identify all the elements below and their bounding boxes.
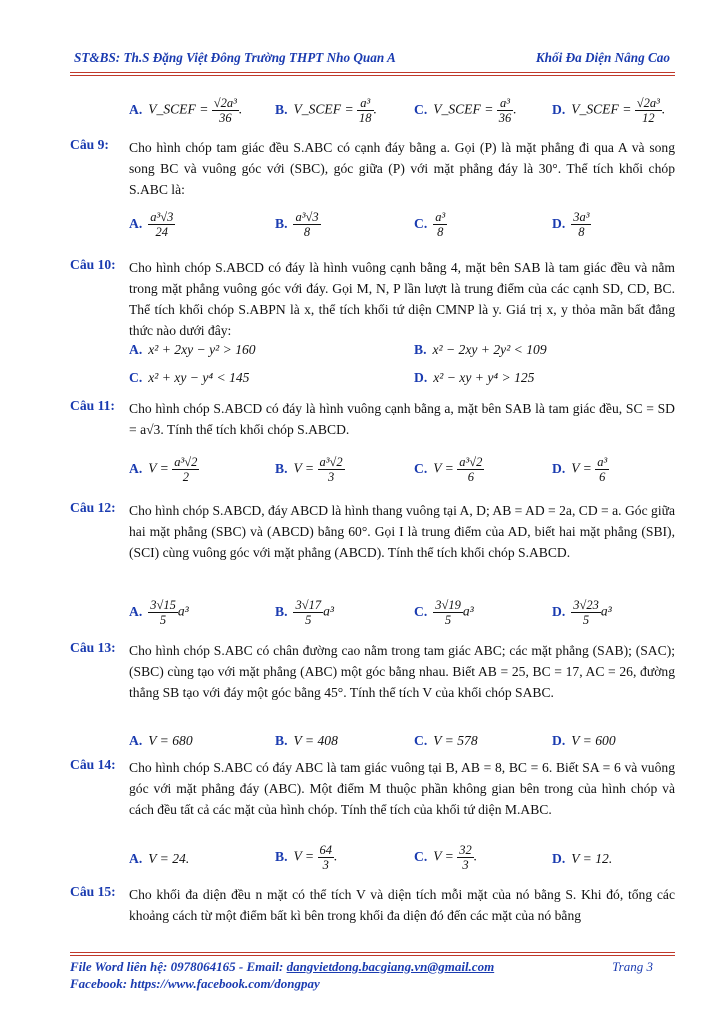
page-footer <box>70 958 675 992</box>
option-b: B. V_SCEF = $\frac{\text{a³}}{18}$ . <box>275 96 377 125</box>
option-b: B. $\frac{\text{a³√3}}{8}$ <box>275 210 319 239</box>
question-text: Cho hình chóp S.ABC có chân đường cao nằm trong tam giác ABC; các mặt phẳng (SAB); (SAC); (SBC) cùng tạo với mặt phẳng (ABC) một góc bằng nhau. Biết AB = 25, BC = 17, AC = 26, đường thẳng SB tạo với đáy một góc bằng 45°. Tính thể tích V của khối chóp SABC. <box>129 643 675 700</box>
question-12-options <box>129 598 675 638</box>
question-15 <box>70 884 675 926</box>
footer-contact: File Word liên hệ: 0978064165 - Email: dangvietdong.bacgiang.vn@gmail.com <box>70 959 495 974</box>
page-header <box>74 50 670 66</box>
question-12 <box>70 500 675 563</box>
option-a: A. V = 680 <box>129 733 193 748</box>
option-d: D. V = 600 <box>552 733 616 748</box>
question-text: Cho khối đa diện đều n mặt có thể tích V và diện tích mỗi mặt của nó bằng S. Khi đó, tổng các khoảng cách từ một điểm bất kì bên trong khối đa diện đó đến các mặt của nó bằng <box>129 887 675 923</box>
question-13-options <box>129 733 675 755</box>
question-text: Cho hình chóp S.ABCD có đáy là hình vuông cạnh bằng 4, mặt bên SAB là tam giác đều và nằm trong mặt phẳng vuông góc với đáy. Gọi M, N, P lần lượt là trung điểm của các cạnh SD, CD, BC. Thể tích khối chóp S.ABPN là x, thể tích khối tứ diện CMNP là y. Giá trị x, y thỏa mãn bất đẳng thức nào dưới đây: <box>129 260 675 338</box>
option-d: D. V = $\frac{\text{a³}}{6}$ <box>552 455 608 484</box>
option-d: D. V_SCEF = $\frac{\text{√2a³}}{12}$ . <box>552 96 666 125</box>
question-14-options <box>129 843 675 883</box>
header-topic: Khối Đa Diện Nâng Cao <box>535 50 670 65</box>
option-d: D. V = 12. <box>552 851 613 866</box>
option-a: A. V = $\frac{\text{a³√2}}{2}$ <box>129 455 198 484</box>
question-text: Cho hình chóp S.ABCD có đáy là hình vuông cạnh bằng a, mặt bên SAB là tam giác đều, SC = SD = a√3. Tính thể tích khối chóp S.ABCD. <box>129 401 675 437</box>
option-a: A. V_SCEF = $\frac{\text{√2a³}}{36}$ . <box>129 96 243 125</box>
question-9-options <box>129 210 675 250</box>
option-c: C. $\frac{\text{a³}}{8}$ <box>414 210 446 239</box>
option-c: C. V = $\frac{32}{3}$ . <box>414 843 478 872</box>
question-11 <box>70 398 675 440</box>
question-label: Câu 12: <box>70 500 116 515</box>
question-label: Câu 14: <box>70 757 116 772</box>
question-text: Cho hình chóp tam giác đều S.ABC có cạnh đáy bằng a. Gọi (P) là mặt phẳng đi qua A và song song BC và vuông góc với (SBC), góc giữa (P) với mặt phẳng đáy là 30°. Thể tích khối chóp S.ABC là: <box>129 140 675 197</box>
question-10 <box>70 257 675 341</box>
option-b: B. $\frac{3√17}{5}$ a³ <box>275 598 334 627</box>
facebook-link[interactable]: Facebook: https://www.facebook.com/dongpay <box>70 976 320 991</box>
option-d: D. $\frac{\text{3a³}}{8}$ <box>552 210 590 239</box>
prev-options <box>129 90 675 130</box>
footer-rule-thin <box>70 955 675 956</box>
option-b: B. V = $\frac{\text{a³√2}}{3}$ <box>275 455 343 484</box>
question-label: Câu 9: <box>70 137 109 152</box>
header-author: ST&BS: Th.S Đặng Việt Đông Trường THPT Nho Quan A <box>74 50 396 65</box>
option-a: A. $\frac{3√15}{5}$ a³ <box>129 598 189 627</box>
question-14 <box>70 757 675 820</box>
option-a: A. $\frac{\text{a³√3}}{24}$ <box>129 210 174 239</box>
option-b: B. V = $\frac{64}{3}$ . <box>275 843 338 872</box>
question-label: Câu 15: <box>70 884 116 899</box>
option-d: D. x² − xy + y⁴ > 125 <box>414 370 535 385</box>
question-label: Câu 10: <box>70 257 116 272</box>
header-rule <box>70 72 675 73</box>
question-label: Câu 13: <box>70 640 116 655</box>
option-d: D. $\frac{3√23}{5}$ a³ <box>552 598 612 627</box>
question-text: Cho hình chóp S.ABCD, đáy ABCD là hình thang vuông tại A, D; AB = AD = 2a, CD = a. Góc giữa hai mặt phẳng (SBC) và (ABCD) bằng 60°. Gọi I là trung điểm của AD, biết hai mặt phẳng (SBI), (SCI) cùng vuông góc với mặt phẳng (ABCD). Tính thể tích khối chóp S.ABCD. <box>129 503 675 560</box>
option-c: C. $\frac{3√19}{5}$ a³ <box>414 598 474 627</box>
question-9 <box>70 137 675 200</box>
option-c: C. V_SCEF = $\frac{\text{a³}}{36}$ . <box>414 96 517 125</box>
option-b: B. x² − 2xy + 2y² < 109 <box>414 342 547 357</box>
option-c: C. x² + xy − y⁴ < 145 <box>129 370 250 385</box>
question-13 <box>70 640 675 703</box>
question-label: Câu 11: <box>70 398 115 413</box>
email-link[interactable]: dangvietdong.bacgiang.vn@gmail.com <box>286 959 495 974</box>
header-rule-thin <box>70 75 675 76</box>
question-10-options <box>129 342 675 392</box>
option-c: C. V = 578 <box>414 733 478 748</box>
page-number: Trang 3 <box>612 959 653 974</box>
option-a: A. V = 24. <box>129 851 190 866</box>
option-a: A. x² + 2xy − y² > 160 <box>129 342 256 357</box>
option-c: C. V = $\frac{\text{a³√2}}{6}$ <box>414 455 483 484</box>
question-11-options <box>129 455 675 495</box>
footer-rule <box>70 952 675 953</box>
option-b: B. V = 408 <box>275 733 338 748</box>
question-text: Cho hình chóp S.ABC có đáy ABC là tam giác vuông tại B, AB = 8, BC = 6. Biết SA = 6 và vuông góc với mặt phẳng đáy (ABC). Một điểm M thuộc phần không gian bên trong của hình chóp và cách đều tất cả các mặt của hình chóp. Tính thể tích của khối tứ diện M.ABC. <box>129 760 675 817</box>
